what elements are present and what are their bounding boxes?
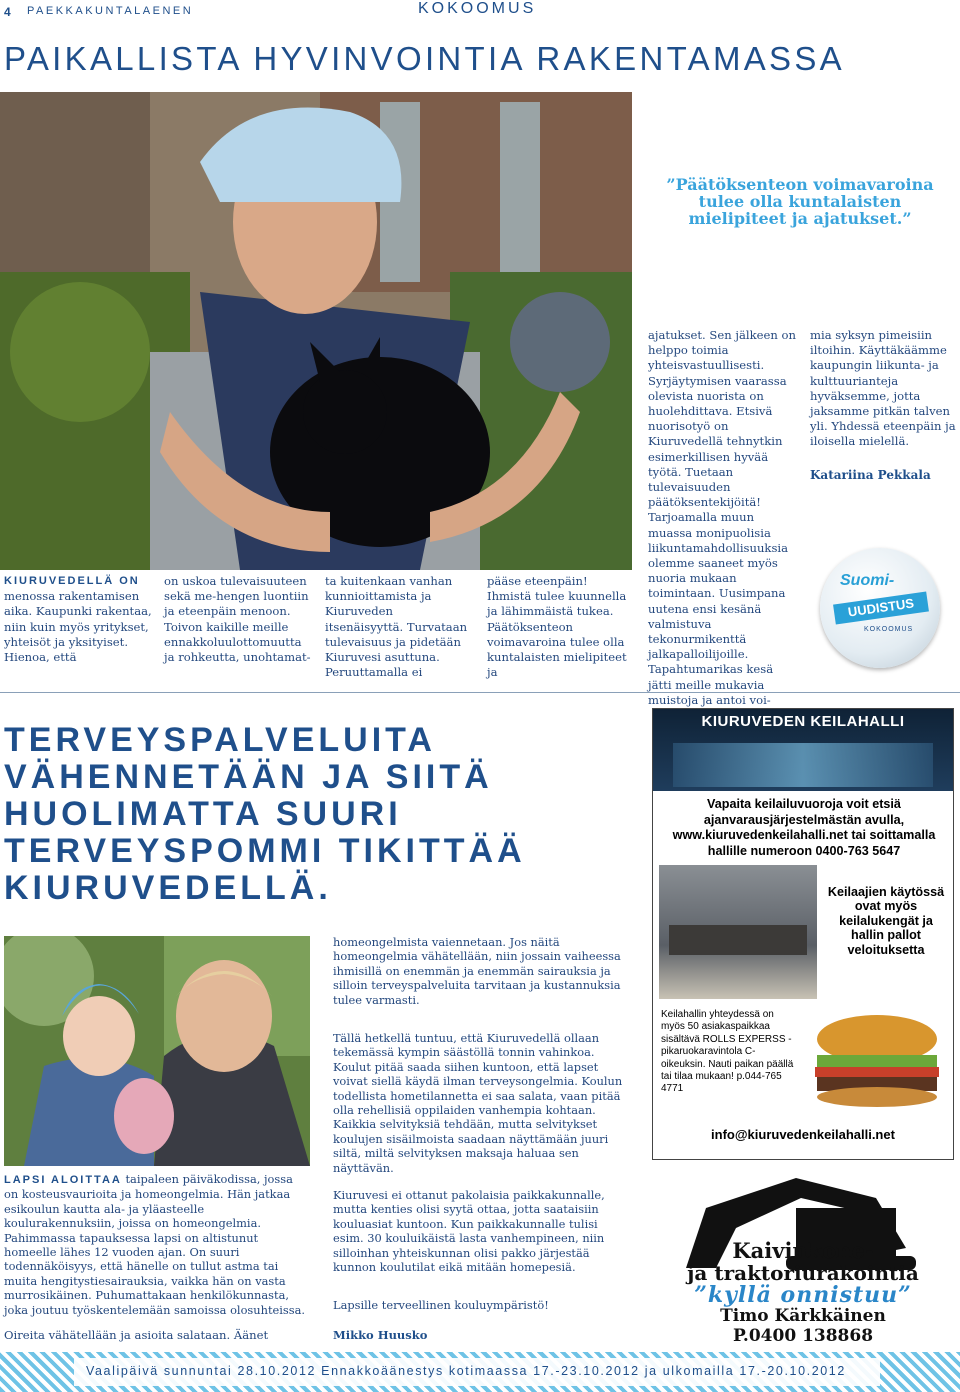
suomi-uudistus-badge (820, 548, 940, 668)
article1-column-5: ajatukset. Sen jälkeen on helppo toimia yhteisvastuullisesti. Syrjäytymisen vaarassa olevista nuorista on huolehdittava. Etsivä nuorisotyö on Kiuruvedellä tehnytkin esimerkillisen hyvää työtä. Tuetaan tulevaisuuden päätöksentekijöitä! Tarjoamalla muun muassa monipuolisia liikuntamahdollisuuksia olemme saaneet myös nuoria mukaan toimintaan. Uusimpana uutena ensi kesänä valmistuva tekonurmikenttä jalkapalloilijoille. Tapahtumarikas kesä jätti meille mukavia muistoja ja antoi voi- (648, 328, 796, 707)
section-divider (0, 692, 960, 693)
caption-text: taipaleen päiväkodissa, jossa on kosteusvaurioita ja homeongelmia. Hän jatkaa esikoulun kautta ala- ja yläasteelle koulurakennuksiin, joissa on homeongelmia. Pahimmassa tapauksessa lapsi on altistunut homeelle lähes 12 vuoden ajan. On suuri todennäköisyys, että hänelle on tullut astma tai muita hengitystiesairauksia, vaikka hän on vasta murrosikäinen. Puhumattakaan henkilökunnasta, joka joutuu työskentelemään samoissa olosuhteissa. (4, 1172, 306, 1317)
footer-stripe (0, 1352, 960, 1392)
badge-main-text: UUDISTUS (833, 592, 929, 625)
bowling-lanes (673, 743, 933, 787)
brand-name: KOKOOMUS (418, 0, 537, 17)
article1-column-3: ta kuitenkaan vanhan kunnioittamista ja Kiuruveden itsenäisyyttä. Turvataan tulevaisuus ja pidetään Kiuruvesi asuttuna. Peruuttamalla ei (325, 574, 468, 680)
article2-paragraph-3: Kiuruvesi ei ottanut pakolaisia paikkakunnalle, mutta kenties olisi syytä ottaa, jotta saataisiin kouluasiat kuntoon. Kun paikkakunnalle tulisi esim. 30 kouluikäistä lasta vanhempineen, niin silloinhan yhteiskunnan olisi pakko järjestää kunnon koulutilat eikä mitään homepesiä. (333, 1188, 605, 1275)
hamburger-photo (801, 1009, 953, 1119)
kaivinkone-title-2: ja traktoriurakointia (687, 1261, 919, 1285)
keilahalli-title: KIURUVEDEN KEILAHALLI (701, 713, 905, 730)
kaivinkone-slogan: ”kyllä onnistuu” (694, 1282, 912, 1308)
kaivinkone-name: Timo Kärkkäinen (720, 1306, 886, 1326)
photo-illustration (0, 92, 632, 570)
keilahalli-email[interactable]: info@kiuruvedenkeilahalli.net (711, 1127, 895, 1142)
article2-author: Mikko Huusko (333, 1328, 428, 1342)
family-illustration (4, 936, 310, 1166)
kaivinkone-ad (652, 1168, 954, 1350)
article1-column-6: mia syksyn pimeisiin iltoihin. Käyttäkäämme kaupungin liikunta- ja kulttuurianteja hyväksemme, jotta jaksamme pitkän talven yli. Yhdessä eteenpäin ja iloisella mielellä. (810, 328, 956, 449)
bowling-hall-photo (653, 709, 953, 791)
kaivinkone-phone: P.0400 138868 (732, 1326, 874, 1346)
article2-paragraph-4: Lapsille terveellinen kouluympäristö! (333, 1298, 549, 1312)
restaurant-photo (659, 865, 817, 999)
article2-left-last-line: Oireita vähätellään ja asioita salataan. Äänet (4, 1328, 269, 1342)
section-name: PAEKKAKUNTALAENEN (27, 5, 194, 17)
hamburger-icon (801, 1009, 953, 1119)
badge-top-text: Suomi- (840, 572, 895, 589)
article1-lead: KIURUVEDELLÄ ON (4, 575, 140, 587)
badge-sub-text: KOKOOMUS (864, 626, 914, 633)
article1-column-2: on uskoa tulevaisuuteen sekä me-hengen luontiin ja eteenpäin menoon. Toivon kaikille meille ennakkoluulottomuutta ja rohkeutta, unohtamat- (164, 574, 311, 665)
father-and-child-photo (4, 936, 310, 1166)
article1-author: Katariina Pekkala (810, 468, 931, 482)
keilahalli-ad (652, 708, 954, 1160)
caption-lead: LAPSI ALOITTAA (4, 1174, 122, 1186)
page-number: 4 (4, 5, 11, 19)
pull-quote: ”Päätöksenteon voimavaroina tulee olla kuntalaisten mielipiteet ja ajatukset.” (666, 175, 934, 228)
keilahalli-booking-text: Vapaita keilailuvuoroja voit etsiä ajanvarausjärjestelmästän avulla, www.kiuruvedenkeilahalli.net tai soittamalla hallille numeroon 0400-763 5647 (672, 797, 936, 858)
photo-caption (4, 1172, 310, 1317)
kaivinkone-title-1: Kaivinkone- (732, 1238, 874, 1263)
keilahalli-restaurant-text: Keilahallin yhteydessä on myös 50 asiakaspaikkaa sisältävä ROLLS EXPERSS -pikaruokaravintola C-oikeuksin. Nauti paikan päällä tai tilaa mukaan! p.044-765 4771 (661, 1009, 794, 1095)
article2-paragraph-1: homeongelmista vaiennetaan. Jos näitä homeongelmia vähätellään, niin jossain vaiheessa ihmisillä on enemmän ja enemmän sairauksia ja silloin terveyspalveluita tarvitaan ja kustannuksia tulee varmasti. (333, 935, 621, 1007)
article1-column-1 (4, 573, 152, 665)
footer-text: Vaalipäivä sunnuntai 28.10.2012 Ennakkoäänestys kotimaassa 17.-23.10.2012 ja ulkomailla 17.-20.10.2012 (86, 1364, 846, 1378)
article1-title: PAIKALLISTA HYVINVOINTIA RAKENTAMASSA (4, 40, 845, 77)
woman-with-cat-photo (0, 92, 632, 570)
article1-column-4: pääse eteenpäin! Ihmistä tulee kuunnella ja lähimmäistä tukea. Päätöksenteon voimavaroina tulee olla kuntalaisten mielipiteet ja (487, 574, 627, 680)
restaurant-tables (669, 925, 807, 955)
keilahalli-equipment-text: Keilaajien käytössä ovat myös keilalukengät ja hallin pallot veloituksetta (827, 885, 945, 957)
article2-title: TERVEYSPALVELUITA VÄHENNETÄÄN JA SIITÄ HUOLIMATTA SUURI TERVEYSPOMMI TIKITTÄÄ KIURUVEDELLÄ. (4, 721, 526, 907)
article1-col1-text: menossa rakentamisen aika. Kaupunki rakentaa, niin kuin myös yritykset, yhteisöt ja yksityiset. Hienoa, että (4, 589, 152, 665)
article2-paragraph-2: Tällä hetkellä tuntuu, että Kiuruvedellä ollaan tekemässä kympin säästöllä tonnin vahinkoa. Koulut pitää saada siihen kuntoon, että lapset voivat siellä käydä ilman terveysongelmia. Koulun todellista hometilannetta ei saa salata, vaan pitää olla rehellisiä oppilaiden vanhempia kohtaan. Kaikkia selvityksiä tehdään, mutta selvitykset koulujen sisäilmoista saadaan näyttämään juuri siltä, miltä selvityksen maksaja haluaa sen näyttävän. (333, 1031, 623, 1175)
